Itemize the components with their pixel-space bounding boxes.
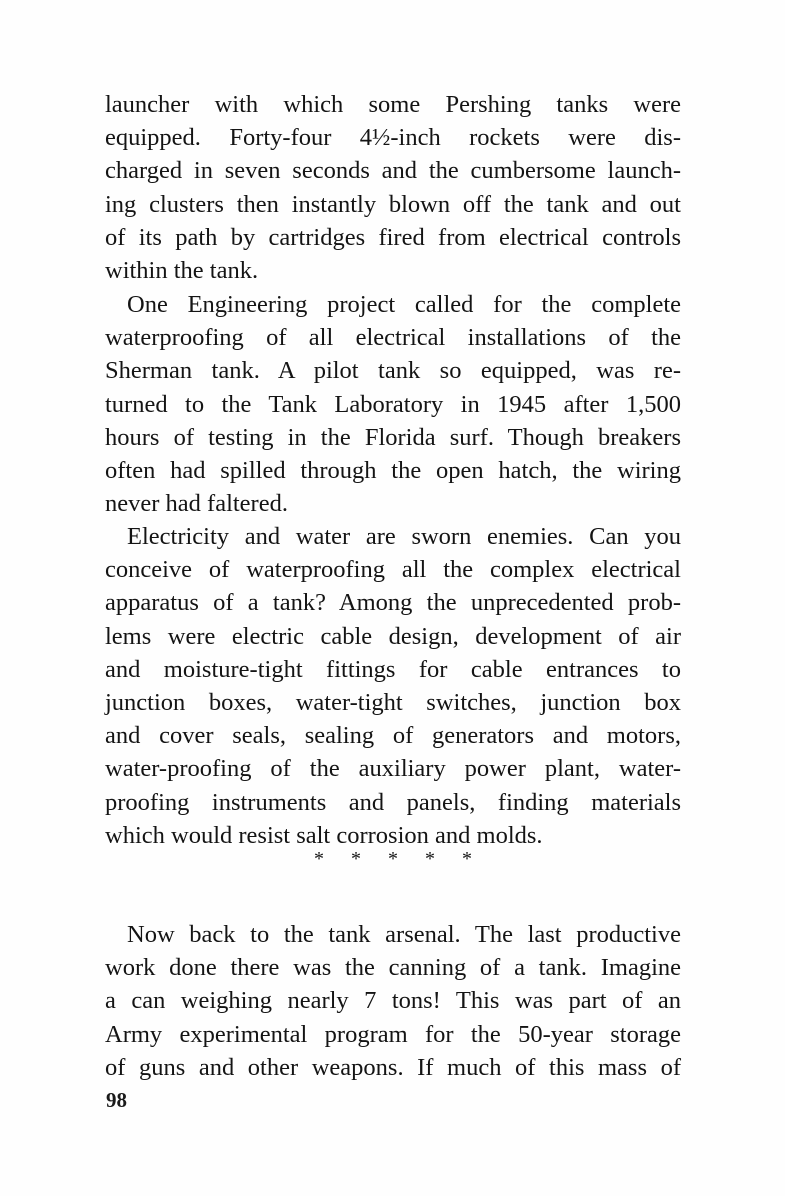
text-line: junction boxes, water-tight switches, junction box: [105, 688, 681, 716]
text-line: Now back to the tank arsenal. The last productive: [127, 921, 681, 948]
text-line: turned to the Tank Laboratory in 1945 after 1,500: [105, 390, 681, 418]
page-number: 98: [106, 1088, 127, 1112]
text-line: charged in seven seconds and the cumbersome launch-: [105, 157, 681, 185]
text-line: a can weighing nearly 7 tons! This was part of an: [105, 987, 681, 1015]
text-line: apparatus of a tank? Among the unprecedented prob-: [105, 589, 681, 617]
paragraph-rocket-launcher: [105, 88, 681, 287]
text-line: Sherman tank. A pilot tank so equipped, was re-: [105, 357, 681, 385]
paragraph-waterproofing-project: [105, 288, 681, 520]
text-line: waterproofing of all electrical installations of the: [105, 324, 681, 352]
text-line: often had spilled through the open hatch, the wiring: [105, 456, 681, 484]
text-line: of its path by cartridges fired from electrical controls: [105, 223, 681, 251]
text-line: ing clusters then instantly blown off the tank and out: [105, 190, 681, 218]
text-line: and cover seals, sealing of generators and motors,: [105, 722, 681, 750]
text-line: which would resist salt corrosion and molds.: [105, 821, 543, 849]
text-line: work done there was the canning of a tank. Imagine: [105, 954, 681, 982]
paragraph-electricity-and-water: [105, 520, 681, 852]
section-break-asterisks: * * * * *: [314, 848, 472, 870]
text-line: equipped. Forty-four 4½-inch rockets were dis-: [105, 124, 681, 152]
text-line: and moisture-tight fittings for cable entrances to: [105, 655, 681, 683]
text-line: lems were electric cable design, development of air: [105, 622, 681, 650]
text-line: conceive of waterproofing all the complex electrical: [105, 556, 681, 584]
text-line: One Engineering project called for the complete: [127, 291, 681, 318]
paragraph-tank-arsenal-canning: [105, 918, 681, 1084]
text-line: never had faltered.: [105, 490, 288, 518]
text-line: hours of testing in the Florida surf. Though breakers: [105, 423, 681, 451]
text-line: of guns and other weapons. If much of this mass of: [105, 1053, 681, 1081]
text-line: water-proofing of the auxiliary power plant, water-: [105, 755, 681, 783]
text-line: launcher with which some Pershing tanks were: [105, 91, 681, 118]
text-line: within the tank.: [105, 256, 259, 284]
text-line: Electricity and water are sworn enemies. Can you: [127, 523, 681, 550]
text-line: Army experimental program for the 50-year storage: [105, 1020, 681, 1048]
text-line: proofing instruments and panels, finding materials: [105, 788, 681, 816]
